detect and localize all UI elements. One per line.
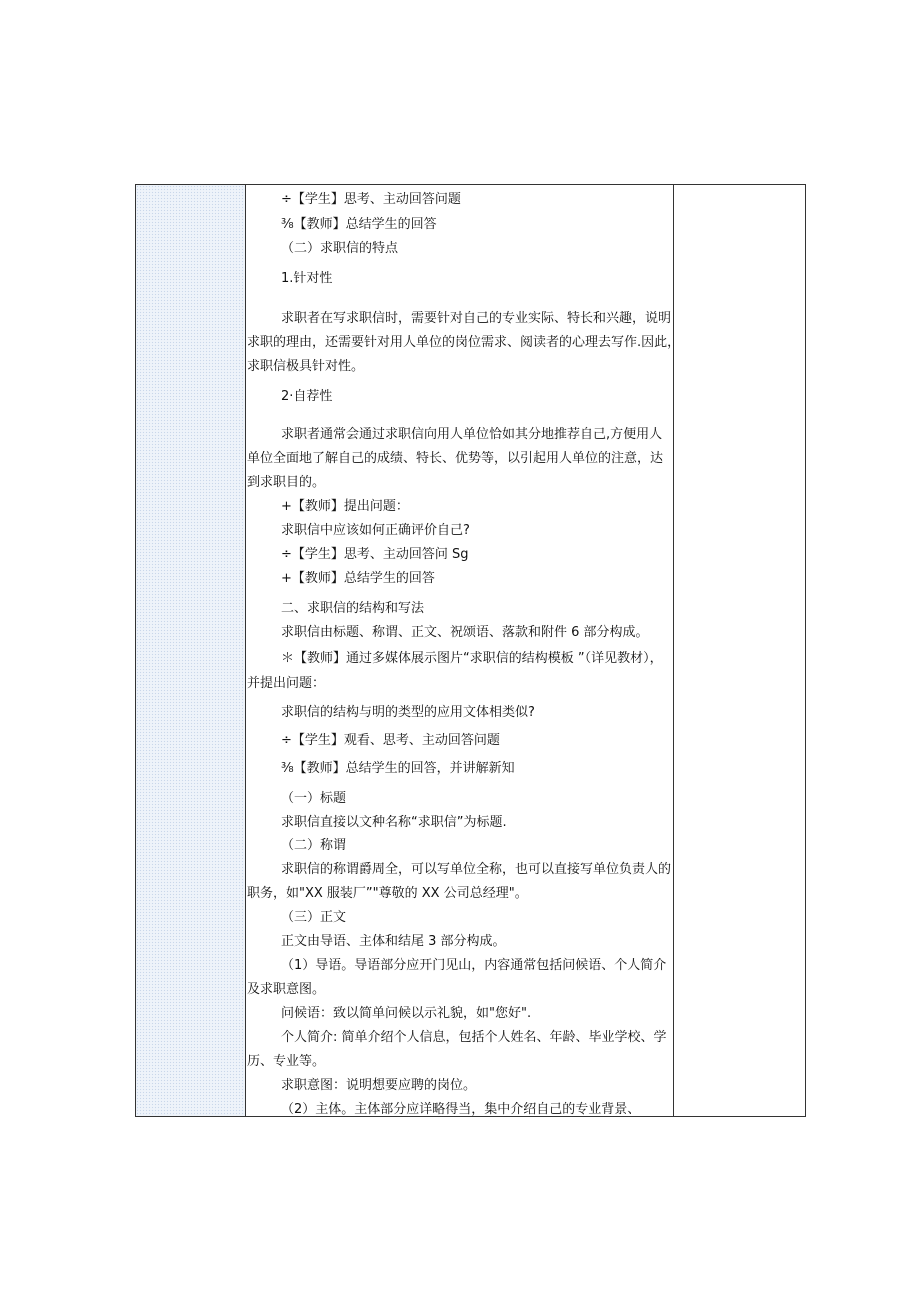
- content-line: 历、专业等。: [247, 1054, 326, 1069]
- content-line: 问候语：致以简单问候以示礼貌，如"您好".: [281, 1006, 532, 1021]
- content-line: （一）标题: [281, 791, 347, 806]
- content-line: ÷【学生】思考、主动回答问 Sg: [281, 547, 469, 562]
- content-line: 到求职目的。: [247, 475, 326, 490]
- left-column-shaded: [136, 185, 246, 1116]
- content-line: ⅜【教师】总结学生的回答: [281, 217, 437, 232]
- content-line: 求职信由标题、称谓、正文、祝颂语、落款和附件 6 部分构成。: [281, 625, 649, 640]
- right-column-notes: [673, 185, 805, 1116]
- content-line: 单位全面地了解自己的成绩、特长、优势等，以引起用人单位的注意，达: [247, 451, 664, 466]
- content-line: 二、求职信的结构和写法: [281, 601, 425, 616]
- content-line: 求职的理由，还需要针对用人单位的岗位需求、阅读者的心理去写作.因此，: [247, 335, 681, 350]
- content-line: ÷【学生】观看、思考、主动回答问题: [281, 733, 500, 748]
- content-line: ÷【学生】思考、主动回答问题: [281, 192, 461, 207]
- content-line: 2·自荐性: [281, 389, 333, 404]
- content-line: 正文由导语、主体和结尾 3 部分构成。: [281, 934, 506, 949]
- content-line: +【教师】提出问题：: [281, 499, 409, 514]
- content-line: 并提出问题：: [247, 676, 326, 691]
- content-line: 求职信直接以文种名称“求职信”为标题.: [281, 815, 507, 830]
- content-line: （二）求职信的特点: [281, 241, 399, 256]
- content-line: 求职信极具针对性。: [247, 359, 365, 374]
- content-line: ＊【教师】通过多媒体展示图片“求职信的结构模板 ”（详见教材），: [281, 651, 663, 666]
- content-line: 求职者在写求职信时，需要针对自己的专业实际、特长和兴趣，说明: [281, 311, 672, 326]
- content-line: 求职者通常会通过求职信向用人单位恰如其分地推荐自己,方便用人: [281, 427, 663, 442]
- content-line: +【教师】总结学生的回答: [281, 571, 435, 586]
- content-line: （三）正文: [281, 910, 347, 925]
- content-line: 求职信的结构与明的类型的应用文体相类似?: [281, 705, 535, 720]
- content-line: （1）导语。导语部分应开门见山，内容通常包括问候语、个人简介: [281, 958, 667, 973]
- content-line: ⅜【教师】总结学生的回答，并讲解新知: [281, 761, 515, 776]
- content-line: 及求职意图。: [247, 982, 326, 997]
- content-line: （二）称谓: [281, 838, 347, 853]
- content-line: 求职信的称谓爵周全，可以写单位全称，也可以直接写单位负责人的: [281, 862, 672, 877]
- content-line: （2）主体。主体部分应详略得当，集中介绍自己的专业背景、: [281, 1102, 641, 1117]
- content-line: 职务，如"XX 服装厂”"尊敬的 XX 公司总经理"。: [247, 886, 528, 901]
- content-line: 求职信中应该如何正确评价自己?: [281, 523, 470, 538]
- content-line: 个人简介: 简单介绍个人信息，包括个人姓名、年龄、毕业学校、学: [281, 1030, 667, 1045]
- content-line: 1.针对性: [281, 271, 333, 286]
- content-line: 求职意图：说明想要应聘的岗位。: [281, 1078, 477, 1093]
